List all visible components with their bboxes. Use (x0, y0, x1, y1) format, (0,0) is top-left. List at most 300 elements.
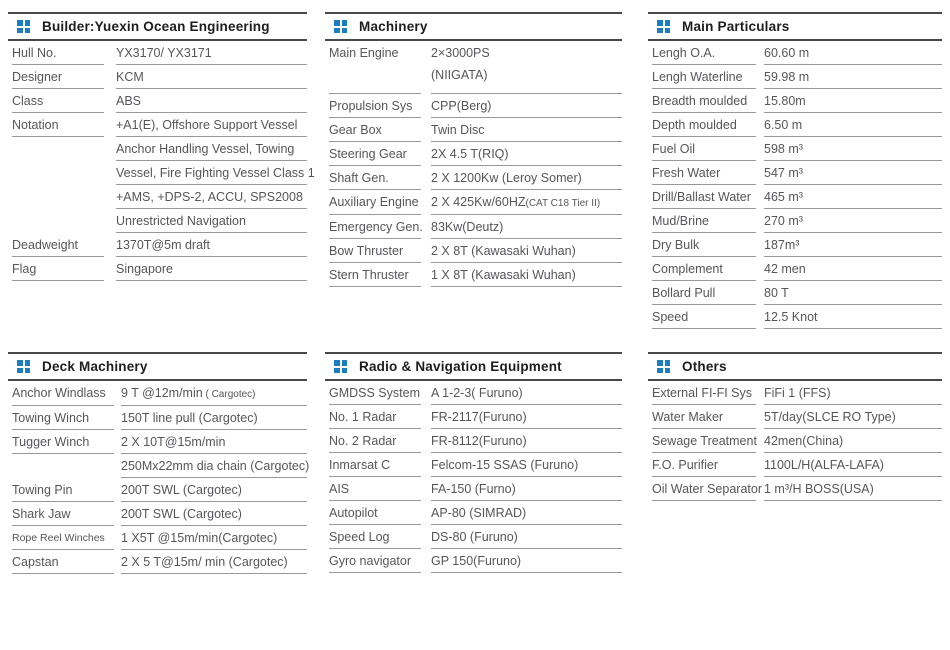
spec-value (116, 89, 307, 113)
spec-value (764, 233, 942, 257)
spec-value-text: 2×3000PS (431, 46, 490, 60)
spec-row (12, 550, 307, 574)
spec-label-spacer (12, 137, 104, 161)
grid-icon-dot (665, 360, 671, 366)
spec-row (329, 263, 622, 287)
spec-value-note: ( Cargotec) (202, 389, 256, 400)
spec-value-text: Unrestricted Navigation (116, 214, 246, 228)
spec-label (12, 257, 104, 281)
spec-label (652, 257, 756, 281)
spec-row-continuation (12, 161, 315, 185)
spec-value (121, 381, 307, 406)
spec-value (431, 549, 622, 573)
spec-label-text: Propulsion Sys (329, 99, 413, 113)
spec-row-continuation (12, 209, 307, 233)
spec-row-continuation (12, 137, 307, 161)
spec-row (329, 190, 622, 215)
spec-label-text: Dry Bulk (652, 238, 700, 252)
spec-value (764, 137, 942, 161)
spec-label (329, 94, 421, 118)
spec-value-text: FiFi 1 (FFS) (764, 386, 831, 400)
spec-value-text: 200T SWL (Cargotec) (121, 483, 242, 497)
spec-value (431, 166, 622, 190)
spec-label-text: No. 2 Radar (329, 434, 397, 448)
panel-others-header (648, 352, 942, 381)
panel-title: Machinery (359, 19, 428, 34)
spec-value (764, 185, 942, 209)
spec-label (329, 549, 421, 573)
spec-row (329, 94, 622, 118)
spec-row (329, 453, 622, 477)
spec-label-spacer (12, 209, 104, 233)
spec-value (764, 89, 942, 113)
grid-icon-dot (665, 28, 671, 34)
spec-value-text: 598 m³ (764, 142, 803, 156)
spec-value-text: Vessel, Fire Fighting Vessel Class 1 (116, 166, 315, 180)
spec-value-text: ABS (116, 94, 142, 108)
spec-label (12, 430, 114, 454)
spec-value-text: 12.5 Knot (764, 310, 818, 324)
spec-label-text: Autopilot (329, 506, 378, 520)
spec-label-text: Gear Box (329, 123, 382, 137)
spec-rows (325, 381, 622, 573)
spec-label (329, 215, 421, 239)
spec-label-text: Towing Pin (12, 483, 73, 497)
spec-label (652, 381, 756, 405)
grid-icon-dot (334, 360, 340, 366)
grid-icon-dot (25, 28, 31, 34)
grid-icon-dot (342, 28, 348, 34)
spec-value (121, 430, 307, 454)
spec-label-text: Fuel Oil (652, 142, 696, 156)
spec-rows (8, 41, 315, 281)
spec-row (652, 477, 942, 501)
spec-value (431, 239, 622, 263)
spec-row (329, 142, 622, 166)
spec-label (12, 502, 114, 526)
spec-label-text: Towing Winch (12, 411, 90, 425)
spec-value-text: 547 m³ (764, 166, 803, 180)
spec-rows (648, 381, 942, 501)
spec-row (652, 429, 942, 453)
grid-icon (334, 20, 347, 33)
spec-value (764, 257, 942, 281)
spec-label-text: Mud/Brine (652, 214, 709, 228)
spec-value-text: AP-80 (SIMRAD) (431, 506, 527, 520)
spec-label-text: Flag (12, 262, 37, 276)
spec-value (431, 405, 622, 429)
spec-row (652, 113, 942, 137)
spec-value (431, 501, 622, 525)
grid-icon (17, 360, 30, 373)
spec-value-text: 15.80m (764, 94, 806, 108)
spec-label (652, 89, 756, 113)
spec-row (12, 502, 307, 526)
spec-value (116, 137, 307, 161)
grid-icon-dot (334, 28, 340, 34)
spec-label-text: Lengh O.A. (652, 46, 716, 60)
grid-icon (657, 20, 670, 33)
grid-icon-dot (334, 368, 340, 374)
spec-value (116, 161, 315, 185)
grid-icon-dot (334, 20, 340, 26)
spec-value (116, 41, 307, 65)
spec-label-text: Shaft Gen. (329, 171, 389, 185)
spec-rows (8, 381, 310, 574)
spec-label (652, 137, 756, 161)
spec-row (652, 405, 942, 429)
spec-label (652, 113, 756, 137)
spec-value-text: 2 X 5 T@15m/ min (Cargotec) (121, 555, 288, 569)
grid-icon-dot (17, 28, 23, 34)
spec-label-text: Inmarsat C (329, 458, 391, 472)
spec-value (764, 65, 942, 89)
spec-value (116, 233, 307, 257)
spec-value (764, 209, 942, 233)
spec-value (121, 502, 307, 526)
grid-icon (657, 360, 670, 373)
spec-label (329, 477, 421, 501)
spec-value-text: 465 m³ (764, 190, 803, 204)
spec-label-text: Fresh Water (652, 166, 721, 180)
panel-machinery-header (325, 12, 622, 41)
spec-label-text: Hull No. (12, 46, 57, 60)
spec-value (116, 185, 307, 209)
spec-row (329, 381, 622, 405)
spec-value (764, 161, 942, 185)
spec-value-text: DS-80 (Furuno) (431, 530, 518, 544)
spec-value (764, 305, 942, 329)
grid-icon-dot (342, 20, 348, 26)
panel-title: Others (682, 359, 727, 374)
spec-value (431, 118, 622, 142)
spec-label (652, 41, 756, 65)
spec-value (121, 406, 307, 430)
panel-main-particulars-header (648, 12, 942, 41)
spec-row (329, 429, 622, 453)
spec-label-text: Gyro navigator (329, 554, 411, 568)
spec-row (329, 166, 622, 190)
spec-label-text: Complement (652, 262, 723, 276)
panel-builder-header (8, 12, 307, 41)
spec-value-text: FR-2117(Furuno) (431, 410, 527, 424)
spec-label (329, 142, 421, 166)
spec-label-text: Class (12, 94, 44, 108)
spec-value-text: 42 men (764, 262, 806, 276)
panel-deck-machinery (8, 352, 310, 574)
spec-label-text: Oil Water Separator (652, 482, 762, 496)
spec-value-text: +AMS, +DPS-2, ACCU, SPS2008 (116, 190, 303, 204)
spec-label-text: Lengh Waterline (652, 70, 743, 84)
spec-label (652, 281, 756, 305)
spec-value-text: 250Mx22mm dia chain (Cargotec) (121, 459, 310, 473)
spec-label (329, 118, 421, 142)
spec-label-text: Speed Log (329, 530, 390, 544)
spec-label-text: Rope Reel Winches (12, 532, 105, 544)
spec-label-text: Tugger Winch (12, 435, 90, 449)
spec-row (652, 381, 942, 405)
spec-value-text: 2 X 1200Kw (Leroy Somer) (431, 171, 582, 185)
spec-value (431, 215, 622, 239)
grid-icon-dot (657, 20, 663, 26)
spec-label-text: Deadweight (12, 238, 79, 252)
spec-label (12, 478, 114, 502)
spec-value (764, 477, 942, 501)
spec-row-continuation (12, 454, 310, 478)
grid-icon-dot (25, 360, 31, 366)
spec-value (764, 453, 942, 477)
spec-value-text: Felcom-15 SSAS (Furuno) (431, 458, 579, 472)
spec-label-text: Drill/Ballast Water (652, 190, 751, 204)
spec-value-text: 1 m³/H BOSS(USA) (764, 482, 874, 496)
spec-label (652, 65, 756, 89)
spec-value-text: 60.60 m (764, 46, 810, 60)
spec-label (12, 89, 104, 113)
spec-value-text: 2 X 10T@15m/min (121, 435, 226, 449)
spec-label-text: Depth moulded (652, 118, 737, 132)
spec-value-text: YX3170/ YX3171 (116, 46, 212, 60)
spec-label (329, 41, 421, 94)
spec-value (116, 257, 307, 281)
panel-others (648, 352, 942, 501)
spec-row (12, 257, 307, 281)
spec-value-text: 5T/day(SLCE RO Type) (764, 410, 896, 424)
spec-label-spacer (12, 161, 104, 185)
spec-value-text: 187m³ (764, 238, 800, 252)
spec-row (12, 526, 307, 550)
spec-label (12, 65, 104, 89)
grid-icon (334, 360, 347, 373)
panel-title: Main Particulars (682, 19, 790, 34)
grid-icon-dot (657, 368, 663, 374)
spec-label-text: External FI-FI Sys (652, 386, 753, 400)
spec-value-text: 2 X 8T (Kawasaki Wuhan) (431, 244, 576, 258)
spec-value (116, 113, 307, 137)
spec-value-text: +A1(E), Offshore Support Vessel (116, 118, 298, 132)
spec-label-text: Stern Thruster (329, 268, 409, 282)
spec-row (329, 41, 622, 94)
panel-title: Builder:Yuexin Ocean Engineering (42, 19, 270, 34)
spec-label (329, 429, 421, 453)
spec-label (329, 501, 421, 525)
spec-value-text: CPP(Berg) (431, 99, 492, 113)
spec-label (12, 233, 104, 257)
spec-label (12, 113, 104, 137)
spec-label-text: Bollard Pull (652, 286, 716, 300)
grid-icon-dot (17, 360, 23, 366)
spec-label (652, 305, 756, 329)
grid-icon (17, 20, 30, 33)
spec-label-text: Main Engine (329, 46, 399, 60)
spec-label-text: F.O. Purifier (652, 458, 718, 472)
spec-value-text: (NIIGATA) (431, 68, 488, 82)
spec-value (764, 429, 942, 453)
spec-value (431, 525, 622, 549)
panel-radio-navigation-header (325, 352, 622, 381)
spec-value-text: 42men(China) (764, 434, 844, 448)
spec-label-text: Designer (12, 70, 63, 84)
spec-row (329, 118, 622, 142)
spec-row (12, 89, 307, 113)
spec-row (12, 41, 307, 65)
spec-value-text: Singapore (116, 262, 173, 276)
spec-value-note: (CAT C18 Tier II) (525, 198, 601, 209)
spec-label (652, 405, 756, 429)
spec-value-text: 83Kw(Deutz) (431, 220, 504, 234)
spec-label (652, 161, 756, 185)
spec-value-text: 1 X 8T (Kawasaki Wuhan) (431, 268, 576, 282)
spec-label-text: Shark Jaw (12, 507, 71, 521)
spec-value (116, 209, 307, 233)
spec-label (329, 263, 421, 287)
spec-value-text: FR-8112(Furuno) (431, 434, 527, 448)
spec-label-text: GMDSS System (329, 386, 420, 400)
spec-label-spacer (12, 454, 114, 478)
grid-icon-dot (657, 360, 663, 366)
spec-label (652, 185, 756, 209)
spec-label (329, 166, 421, 190)
panel-main-particulars (648, 12, 942, 329)
spec-row (12, 430, 307, 454)
spec-label (329, 453, 421, 477)
spec-label (12, 41, 104, 65)
spec-label (12, 550, 114, 574)
spec-label-text: Bow Thruster (329, 244, 404, 258)
spec-label (12, 526, 114, 550)
spec-label-text: No. 1 Radar (329, 410, 397, 424)
grid-icon-dot (342, 360, 348, 366)
spec-label-text: Sewage Treatment (652, 434, 757, 448)
spec-label (652, 233, 756, 257)
spec-label (329, 190, 421, 215)
grid-icon-dot (665, 368, 671, 374)
spec-label-spacer (12, 185, 104, 209)
spec-value-text: 150T line pull (Cargotec) (121, 411, 258, 425)
panel-title: Deck Machinery (42, 359, 148, 374)
spec-row (652, 161, 942, 185)
spec-label (329, 525, 421, 549)
spec-label (329, 405, 421, 429)
spec-label-text: Steering Gear (329, 147, 407, 161)
spec-row-continuation (12, 185, 307, 209)
grid-icon-dot (25, 20, 31, 26)
spec-label (329, 239, 421, 263)
grid-icon-dot (17, 20, 23, 26)
spec-value (431, 453, 622, 477)
spec-label-text: AIS (329, 482, 350, 496)
panel-title: Radio & Navigation Equipment (359, 359, 562, 374)
spec-label-text: Breadth moulded (652, 94, 748, 108)
spec-label-text: Anchor Windlass (12, 386, 106, 400)
spec-value (121, 478, 307, 502)
spec-value (431, 94, 622, 118)
spec-rows (325, 41, 622, 287)
spec-row (329, 405, 622, 429)
spec-label (652, 429, 756, 453)
spec-value (121, 454, 310, 478)
panel-machinery (325, 12, 622, 287)
spec-label-text: Emergency Gen. (329, 220, 423, 234)
panel-builder (8, 12, 315, 281)
grid-icon-dot (342, 368, 348, 374)
spec-value-text: 2 X 425Kw/60HZ (431, 195, 526, 209)
spec-value (764, 381, 942, 405)
spec-row (329, 477, 622, 501)
spec-row (652, 233, 942, 257)
spec-value-text: 59.98 m (764, 70, 810, 84)
spec-row (12, 65, 307, 89)
spec-value (764, 113, 942, 137)
spec-label-text: Capstan (12, 555, 59, 569)
spec-label-text: Notation (12, 118, 59, 132)
spec-row (329, 549, 622, 573)
spec-row (652, 305, 942, 329)
spec-value-text: KCM (116, 70, 144, 84)
spec-value-text: 270 m³ (764, 214, 803, 228)
spec-row (329, 239, 622, 263)
spec-row (652, 209, 942, 233)
spec-row (652, 185, 942, 209)
spec-label (329, 381, 421, 405)
spec-label (652, 453, 756, 477)
spec-value-text: 200T SWL (Cargotec) (121, 507, 242, 521)
panel-deck-machinery-header (8, 352, 307, 381)
spec-value (431, 190, 622, 215)
spec-value-text: GP 150(Furuno) (431, 554, 522, 568)
spec-value (116, 65, 307, 89)
spec-value-text: Twin Disc (431, 123, 485, 137)
grid-icon-dot (665, 20, 671, 26)
grid-icon-dot (17, 368, 23, 374)
spec-value (121, 526, 307, 550)
spec-row (652, 257, 942, 281)
spec-value-text: Anchor Handling Vessel, Towing (116, 142, 295, 156)
spec-label-text: Water Maker (652, 410, 724, 424)
spec-value-text: 6.50 m (764, 118, 803, 132)
spec-row (652, 89, 942, 113)
spec-row (329, 501, 622, 525)
spec-row (652, 65, 942, 89)
spec-row (652, 41, 942, 65)
spec-rows (648, 41, 942, 329)
spec-row (652, 281, 942, 305)
spec-row (12, 233, 307, 257)
spec-label-text: Auxiliary Engine (329, 195, 419, 209)
spec-value (431, 263, 622, 287)
spec-row (12, 406, 307, 430)
spec-value (121, 550, 307, 574)
spec-value-text: 2X 4.5 T(RIQ) (431, 147, 509, 161)
spec-label (12, 406, 114, 430)
spec-row (329, 525, 622, 549)
spec-row (12, 113, 307, 137)
spec-label (652, 209, 756, 233)
spec-row (652, 453, 942, 477)
spec-value (431, 477, 622, 501)
spec-value-text: 1370T@5m draft (116, 238, 210, 252)
grid-icon-dot (25, 368, 31, 374)
spec-value-text: 1100L/H(ALFA-LAFA) (764, 458, 884, 472)
spec-label (652, 477, 762, 501)
spec-row (12, 381, 307, 406)
spec-value (431, 142, 622, 166)
spec-value-text: FA-150 (Furno) (431, 482, 516, 496)
spec-value (431, 381, 622, 405)
panel-radio-navigation (325, 352, 622, 573)
spec-value-text: A 1-2-3( Furuno) (431, 386, 523, 400)
grid-icon-dot (657, 28, 663, 34)
spec-row (12, 478, 307, 502)
